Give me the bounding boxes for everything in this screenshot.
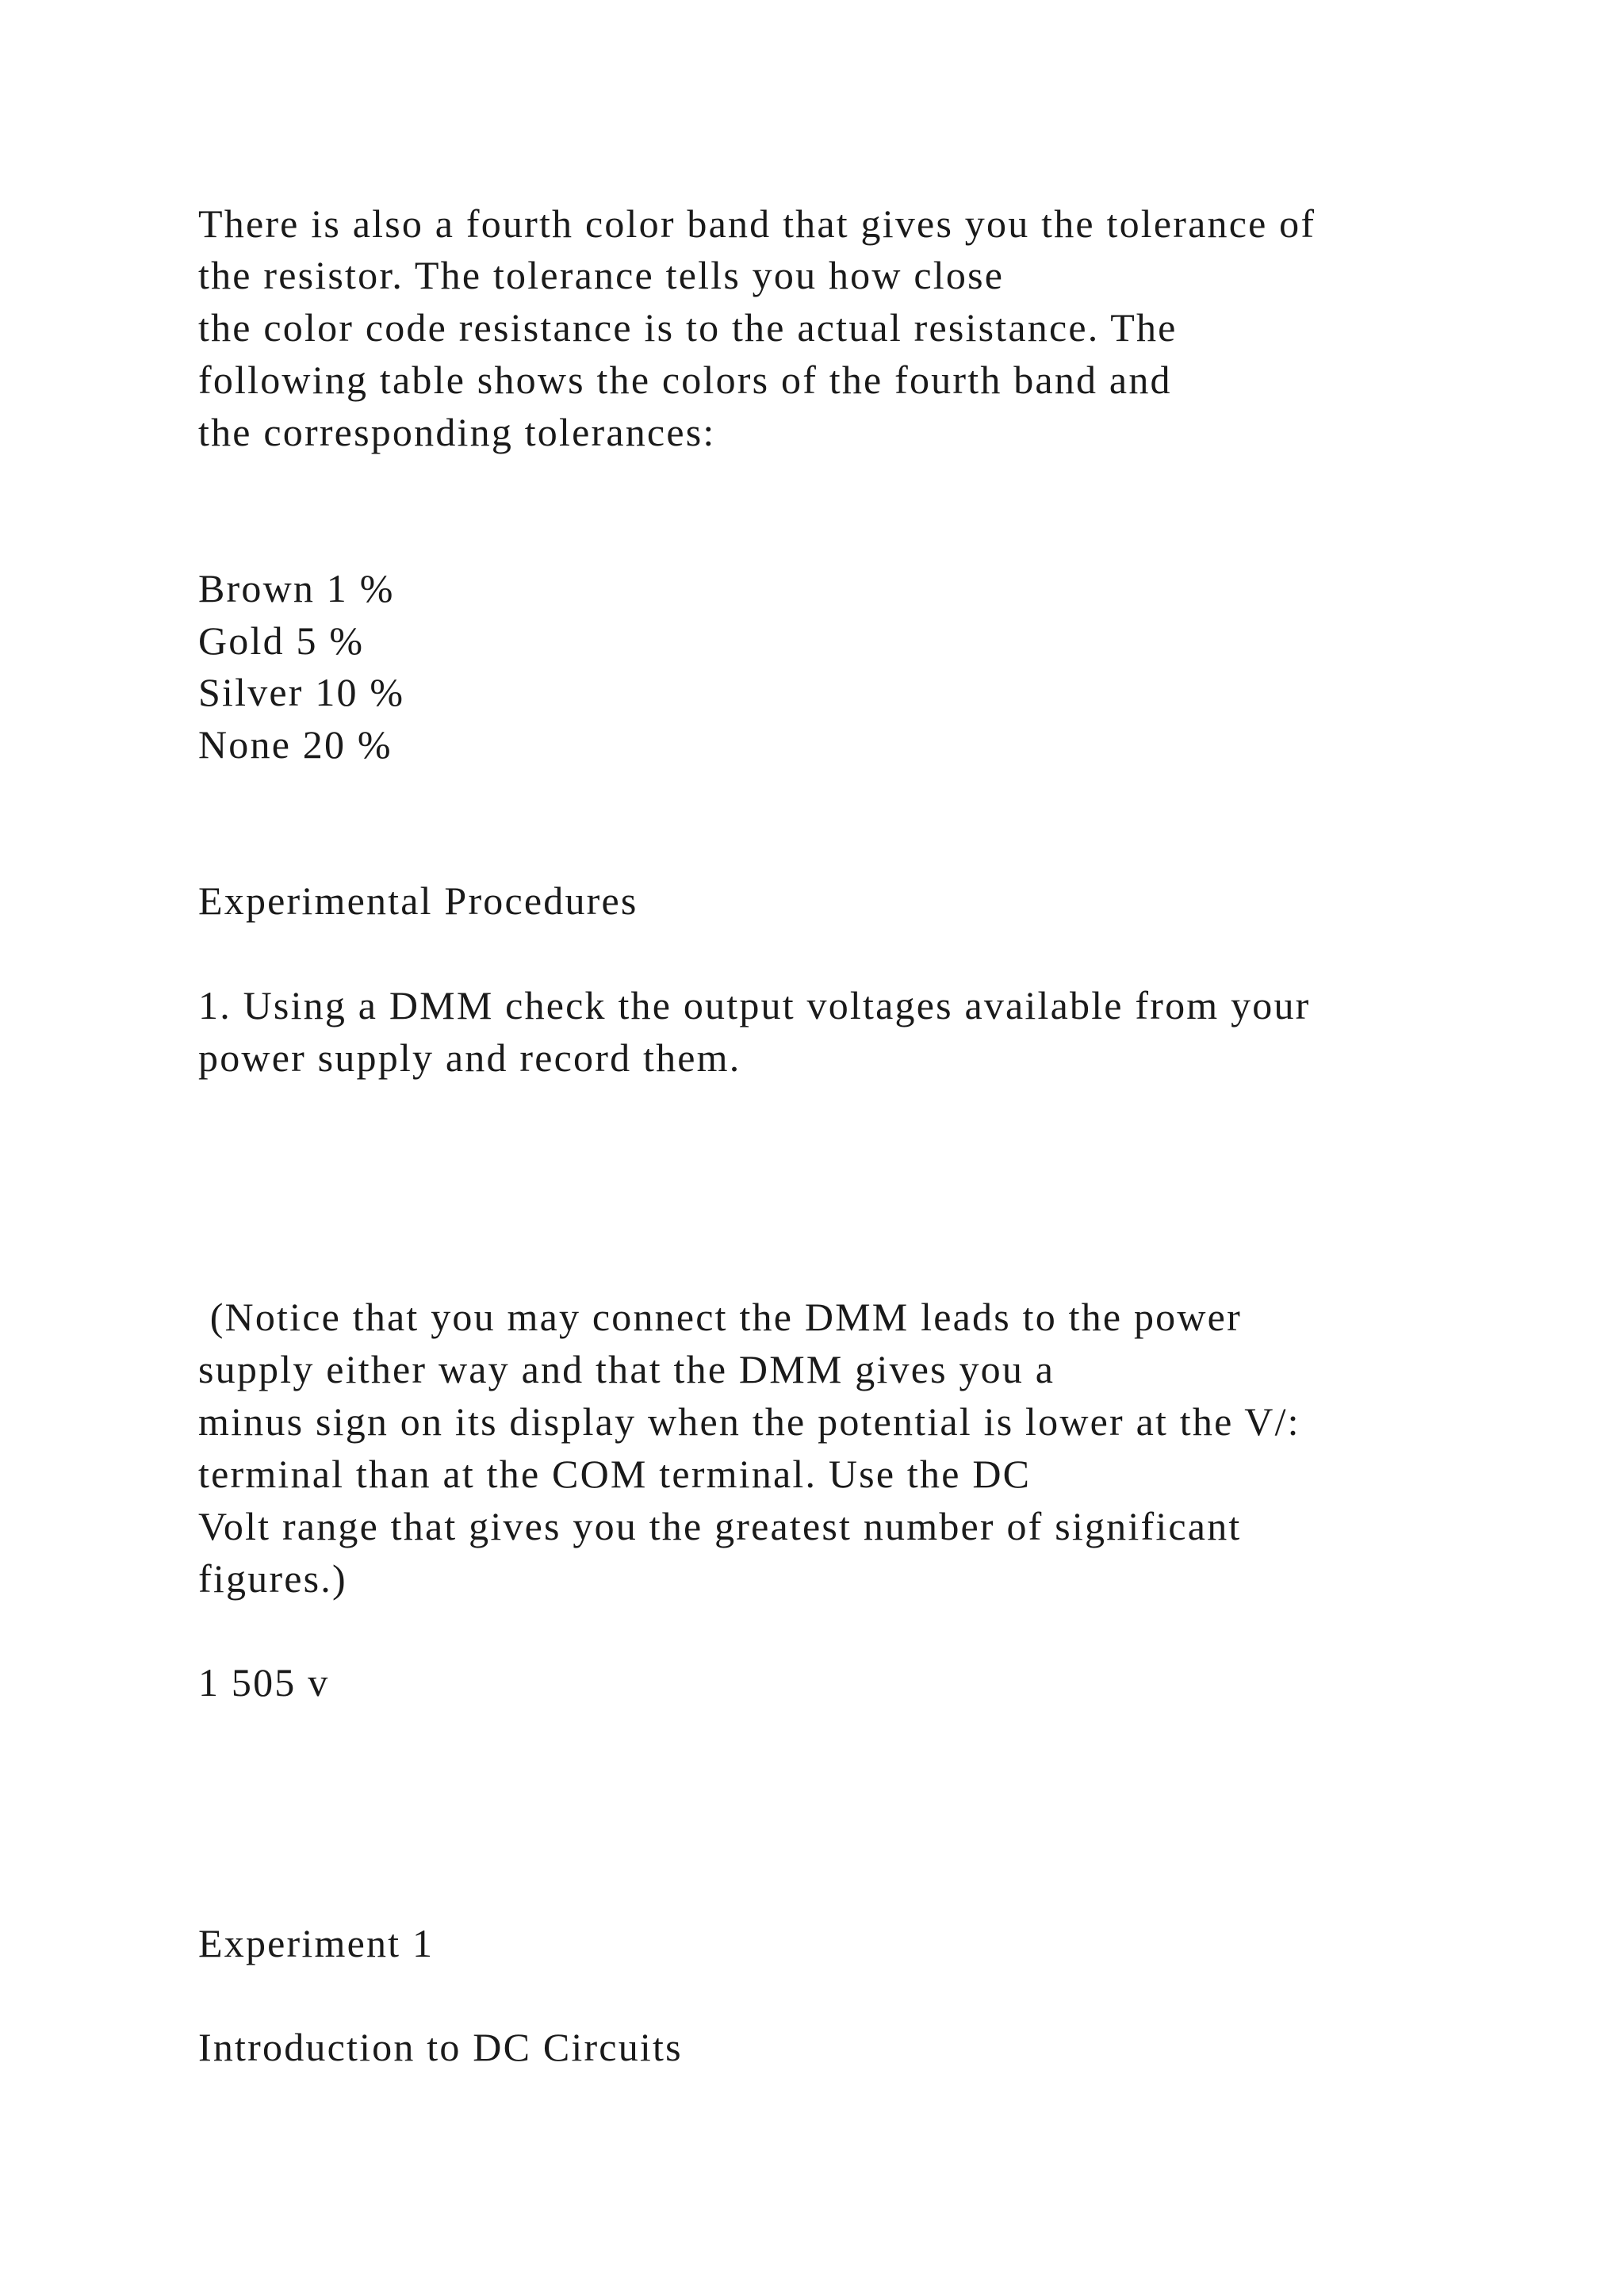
intro-line-5: the corresponding tolerances: [198,410,716,454]
tolerance-row-none: None 20 % [198,722,393,767]
intro-line-4: following table shows the colors of the fourth band and [198,358,1172,402]
voltage-reading: 1 505 v [198,1660,330,1705]
notice-line-5: Volt range that gives you the greatest number of significant [198,1504,1242,1548]
tolerance-row-gold: Gold 5 % [198,618,365,663]
step1-line-1: 1. Using a DMM check the output voltages available from your [198,983,1311,1027]
procedures-heading: Experimental Procedures [198,878,638,923]
notice-line-3: minus sign on its display when the potential is lower at the V/: [198,1399,1300,1444]
notice-line-6: figures.) [198,1556,347,1601]
intro-line-1: There is also a fourth color band that gives you the tolerance of [198,201,1316,246]
tolerance-row-silver: Silver 10 % [198,670,405,714]
notice-line-2: supply either way and that the DMM gives you a [198,1347,1055,1391]
step1-line-2: power supply and record them. [198,1035,741,1080]
intro-line-2: the resistor. The tolerance tells you how close [198,253,1005,297]
tolerance-row-brown: Brown 1 % [198,566,395,610]
experiment-title: Introduction to DC Circuits [198,2025,683,2069]
notice-line-4: terminal than at the COM terminal. Use the DC [198,1452,1032,1496]
notice-line-1: (Notice that you may connect the DMM leads to the power [198,1295,1242,1339]
intro-line-3: the color code resistance is to the actual resistance. The [198,305,1178,350]
experiment-label: Experiment 1 [198,1921,435,1965]
